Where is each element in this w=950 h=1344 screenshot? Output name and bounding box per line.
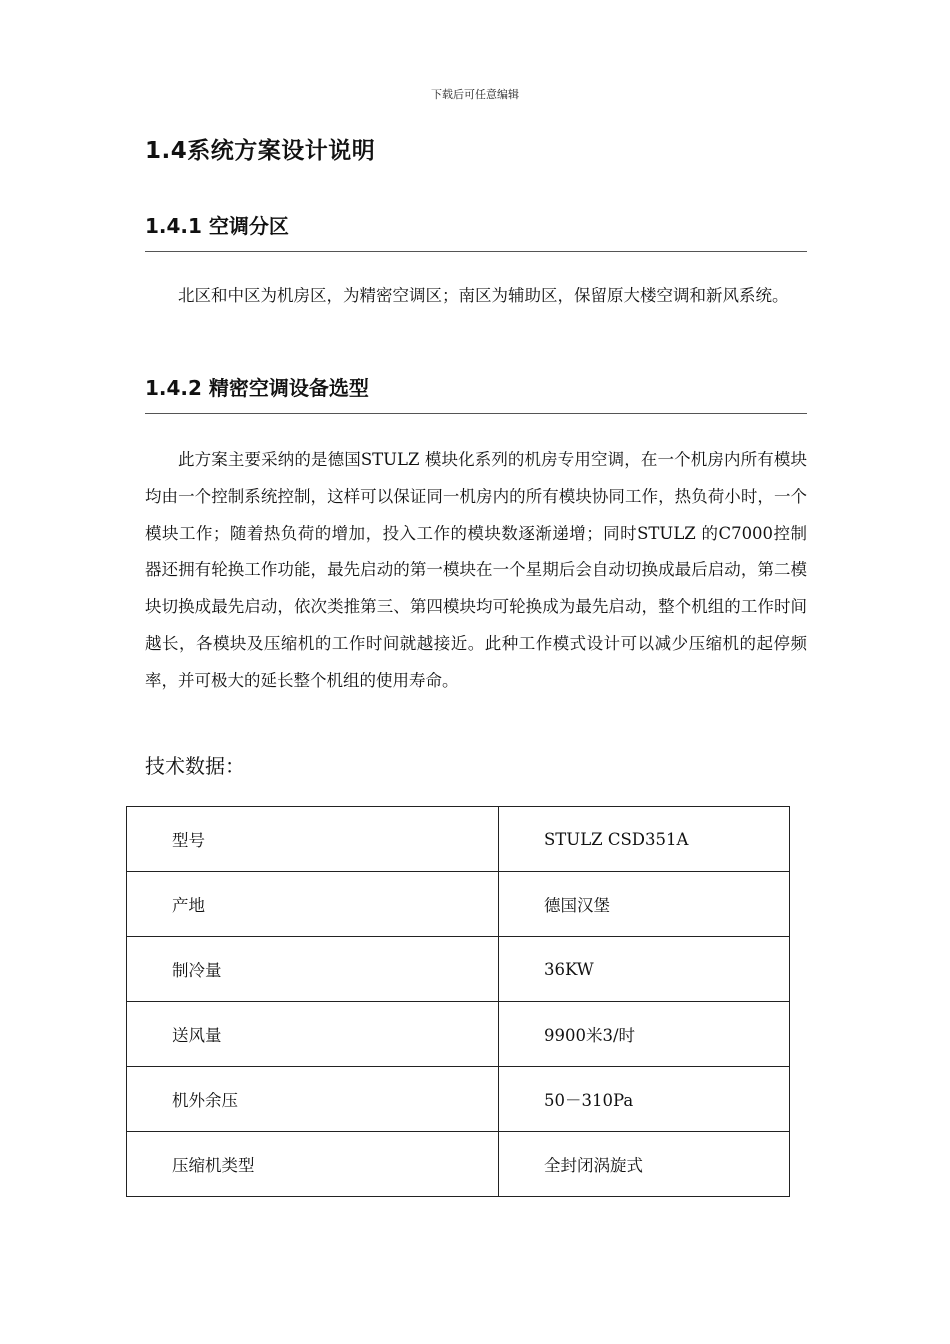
page-header-note: 下载后可任意编辑	[431, 88, 519, 101]
spec-key: 压缩机类型	[127, 1132, 499, 1197]
spec-value: 36KW	[499, 937, 790, 1002]
spec-value: 全封闭涡旋式	[499, 1132, 790, 1197]
section-title: 1.4系统方案设计说明	[145, 138, 376, 164]
table-row	[127, 1002, 790, 1067]
table-row	[127, 1132, 790, 1197]
spec-key: 产地	[127, 872, 499, 937]
table-row	[127, 1067, 790, 1132]
spec-value: 德国汉堡	[499, 872, 790, 937]
paragraph-ac-zoning: 北区和中区为机房区，为精密空调区；南区为辅助区，保留原大楼空调和新风系统。	[178, 286, 789, 305]
spec-key: 制冷量	[127, 937, 499, 1002]
spec-value: 50－310Pa	[499, 1067, 790, 1132]
table-row	[127, 937, 790, 1002]
tech-spec-table	[126, 806, 790, 1197]
table-row	[127, 807, 790, 872]
tech-data-label: 技术数据：	[145, 754, 245, 778]
spec-key: 型号	[127, 807, 499, 872]
spec-value: STULZ CSD351A	[499, 807, 790, 872]
paragraph-equipment-selection: 此方案主要采纳的是德国STULZ 模块化系列的机房专用空调，在一个机房内所有模块均由一个控制系统控制，这样可以保证同一机房内的所有模块协同工作，热负荷小时，一个模块工作；随着热负荷的增加，投入工作的模块数逐渐递增；同时STULZ 的C7000控制器还拥有轮换工作功能，最先启动的第一模块在一个星期后会自动切换成最后启动，第二模块切换成最先启动，依次类推第三、第四模块均可轮换成为最先启动，整个机组的工作时间越长，各模块及压缩机的工作时间就越接近。此种工作模式设计可以减少压缩机的起停频率，并可极大的延长整个机组的使用寿命。	[145, 450, 807, 690]
spec-key: 机外余压	[127, 1067, 499, 1132]
table-row	[127, 872, 790, 937]
subsection-title-ac-zoning: 1.4.1 空调分区	[145, 210, 807, 252]
spec-value: 9900米3/时	[499, 1002, 790, 1067]
spec-key: 送风量	[127, 1002, 499, 1067]
subsection-title-equipment-selection: 1.4.2 精密空调设备选型	[145, 372, 807, 414]
